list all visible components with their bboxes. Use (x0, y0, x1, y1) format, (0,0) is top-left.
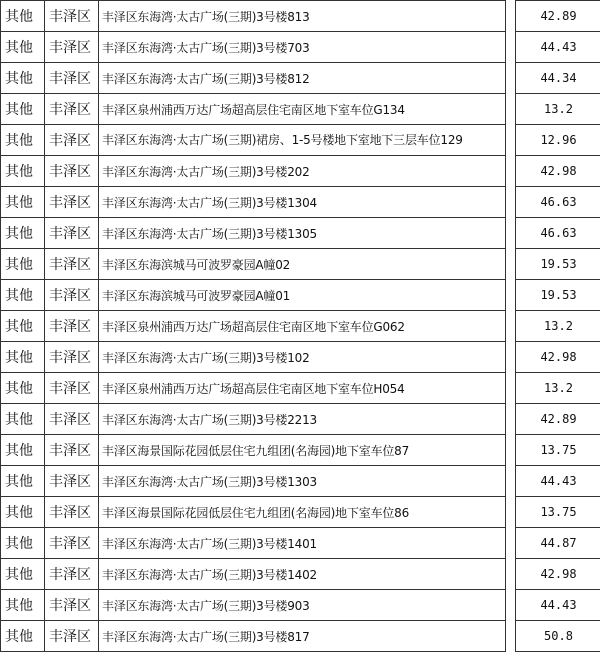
spacer-cell (506, 187, 516, 218)
address-cell: 丰泽区泉州浦西万达广场超高层住宅南区地下室车位G134 (99, 94, 506, 125)
area-cell: 46.63 (516, 218, 600, 249)
type-cell: 其他 (1, 156, 45, 187)
district-cell: 丰泽区 (45, 32, 99, 63)
address-cell: 丰泽区东海湾·太古广场(三期)3号楼903 (99, 590, 506, 621)
district-cell: 丰泽区 (45, 249, 99, 280)
district-cell: 丰泽区 (45, 559, 99, 590)
area-cell: 13.2 (516, 373, 600, 404)
area-cell: 13.75 (516, 497, 600, 528)
address-cell: 丰泽区东海湾·太古广场(三期)3号楼1303 (99, 466, 506, 497)
area-cell: 42.89 (516, 404, 600, 435)
address-cell: 丰泽区海景国际花园低层住宅九组团(名海园)地下室车位86 (99, 497, 506, 528)
table-row (1, 94, 600, 125)
address-cell: 丰泽区东海滨城马可波罗豪园A幢02 (99, 249, 506, 280)
district-cell: 丰泽区 (45, 404, 99, 435)
table-row (1, 435, 600, 466)
table-row (1, 528, 600, 559)
table-row (1, 249, 600, 280)
type-cell: 其他 (1, 497, 45, 528)
address-cell: 丰泽区东海湾·太古广场(三期)3号楼813 (99, 1, 506, 32)
table-row (1, 404, 600, 435)
district-cell: 丰泽区 (45, 156, 99, 187)
area-cell: 46.63 (516, 187, 600, 218)
table-row (1, 373, 600, 404)
table-row (1, 497, 600, 528)
table-row (1, 156, 600, 187)
table-row (1, 1, 600, 32)
area-cell: 13.2 (516, 94, 600, 125)
area-cell: 19.53 (516, 280, 600, 311)
spacer-cell (506, 466, 516, 497)
spacer-cell (506, 373, 516, 404)
type-cell: 其他 (1, 32, 45, 63)
address-cell: 丰泽区东海湾·太古广场(三期)3号楼102 (99, 342, 506, 373)
district-cell: 丰泽区 (45, 497, 99, 528)
spacer-cell (506, 156, 516, 187)
district-cell: 丰泽区 (45, 528, 99, 559)
area-cell: 50.8 (516, 621, 600, 652)
address-cell: 丰泽区东海湾·太古广场(三期)3号楼202 (99, 156, 506, 187)
table-row (1, 125, 600, 156)
district-cell: 丰泽区 (45, 94, 99, 125)
table-row (1, 32, 600, 63)
spacer-cell (506, 311, 516, 342)
area-cell: 44.34 (516, 63, 600, 94)
district-cell: 丰泽区 (45, 342, 99, 373)
district-cell: 丰泽区 (45, 1, 99, 32)
address-cell: 丰泽区东海湾·太古广场(三期)3号楼703 (99, 32, 506, 63)
type-cell: 其他 (1, 280, 45, 311)
type-cell: 其他 (1, 63, 45, 94)
address-cell: 丰泽区东海湾·太古广场(三期)3号楼1402 (99, 559, 506, 590)
table-row (1, 187, 600, 218)
spacer-cell (506, 125, 516, 156)
table-row (1, 280, 600, 311)
type-cell: 其他 (1, 187, 45, 218)
spacer-cell (506, 249, 516, 280)
spacer-cell (506, 1, 516, 32)
spacer-cell (506, 94, 516, 125)
spacer-cell (506, 32, 516, 63)
spacer-cell (506, 218, 516, 249)
type-cell: 其他 (1, 249, 45, 280)
address-cell: 丰泽区东海湾·太古广场(三期)3号楼1304 (99, 187, 506, 218)
property-table-body (1, 1, 600, 652)
address-cell: 丰泽区东海滨城马可波罗豪园A幢01 (99, 280, 506, 311)
district-cell: 丰泽区 (45, 373, 99, 404)
address-cell: 丰泽区东海湾·太古广场(三期)3号楼2213 (99, 404, 506, 435)
type-cell: 其他 (1, 466, 45, 497)
spacer-cell (506, 559, 516, 590)
address-cell: 丰泽区东海湾·太古广场(三期)3号楼1401 (99, 528, 506, 559)
district-cell: 丰泽区 (45, 187, 99, 218)
type-cell: 其他 (1, 94, 45, 125)
district-cell: 丰泽区 (45, 621, 99, 652)
spacer-cell (506, 63, 516, 94)
district-cell: 丰泽区 (45, 125, 99, 156)
spacer-cell (506, 528, 516, 559)
district-cell: 丰泽区 (45, 590, 99, 621)
area-cell: 44.43 (516, 32, 600, 63)
table-row (1, 63, 600, 94)
address-cell: 丰泽区东海湾·太古广场(三期)3号楼817 (99, 621, 506, 652)
area-cell: 44.43 (516, 466, 600, 497)
spacer-cell (506, 435, 516, 466)
type-cell: 其他 (1, 528, 45, 559)
address-cell: 丰泽区东海湾·太古广场(三期)3号楼812 (99, 63, 506, 94)
address-cell: 丰泽区泉州浦西万达广场超高层住宅南区地下室车位H054 (99, 373, 506, 404)
address-cell: 丰泽区东海湾·太古广场(三期)3号楼1305 (99, 218, 506, 249)
spacer-cell (506, 621, 516, 652)
district-cell: 丰泽区 (45, 311, 99, 342)
district-cell: 丰泽区 (45, 63, 99, 94)
type-cell: 其他 (1, 435, 45, 466)
table-row (1, 218, 600, 249)
table-row (1, 621, 600, 652)
type-cell: 其他 (1, 125, 45, 156)
type-cell: 其他 (1, 559, 45, 590)
spacer-cell (506, 590, 516, 621)
area-cell: 13.2 (516, 311, 600, 342)
type-cell: 其他 (1, 311, 45, 342)
area-cell: 13.75 (516, 435, 600, 466)
district-cell: 丰泽区 (45, 435, 99, 466)
area-cell: 44.87 (516, 528, 600, 559)
type-cell: 其他 (1, 342, 45, 373)
area-cell: 12.96 (516, 125, 600, 156)
spacer-cell (506, 342, 516, 373)
type-cell: 其他 (1, 590, 45, 621)
district-cell: 丰泽区 (45, 466, 99, 497)
area-cell: 42.98 (516, 559, 600, 590)
table-row (1, 342, 600, 373)
table-row (1, 590, 600, 621)
type-cell: 其他 (1, 621, 45, 652)
type-cell: 其他 (1, 218, 45, 249)
type-cell: 其他 (1, 1, 45, 32)
spacer-cell (506, 497, 516, 528)
district-cell: 丰泽区 (45, 218, 99, 249)
area-cell: 42.98 (516, 156, 600, 187)
address-cell: 丰泽区泉州浦西万达广场超高层住宅南区地下室车位G062 (99, 311, 506, 342)
area-cell: 44.43 (516, 590, 600, 621)
table-row (1, 559, 600, 590)
spacer-cell (506, 404, 516, 435)
spacer-cell (506, 280, 516, 311)
type-cell: 其他 (1, 373, 45, 404)
district-cell: 丰泽区 (45, 280, 99, 311)
address-cell: 丰泽区海景国际花园低层住宅九组团(名海园)地下室车位87 (99, 435, 506, 466)
type-cell: 其他 (1, 404, 45, 435)
area-cell: 42.89 (516, 1, 600, 32)
table-row (1, 466, 600, 497)
area-cell: 42.98 (516, 342, 600, 373)
address-cell: 丰泽区东海湾·太古广场(三期)裙房、1-5号楼地下室地下三层车位129 (99, 125, 506, 156)
area-cell: 19.53 (516, 249, 600, 280)
table-row (1, 311, 600, 342)
